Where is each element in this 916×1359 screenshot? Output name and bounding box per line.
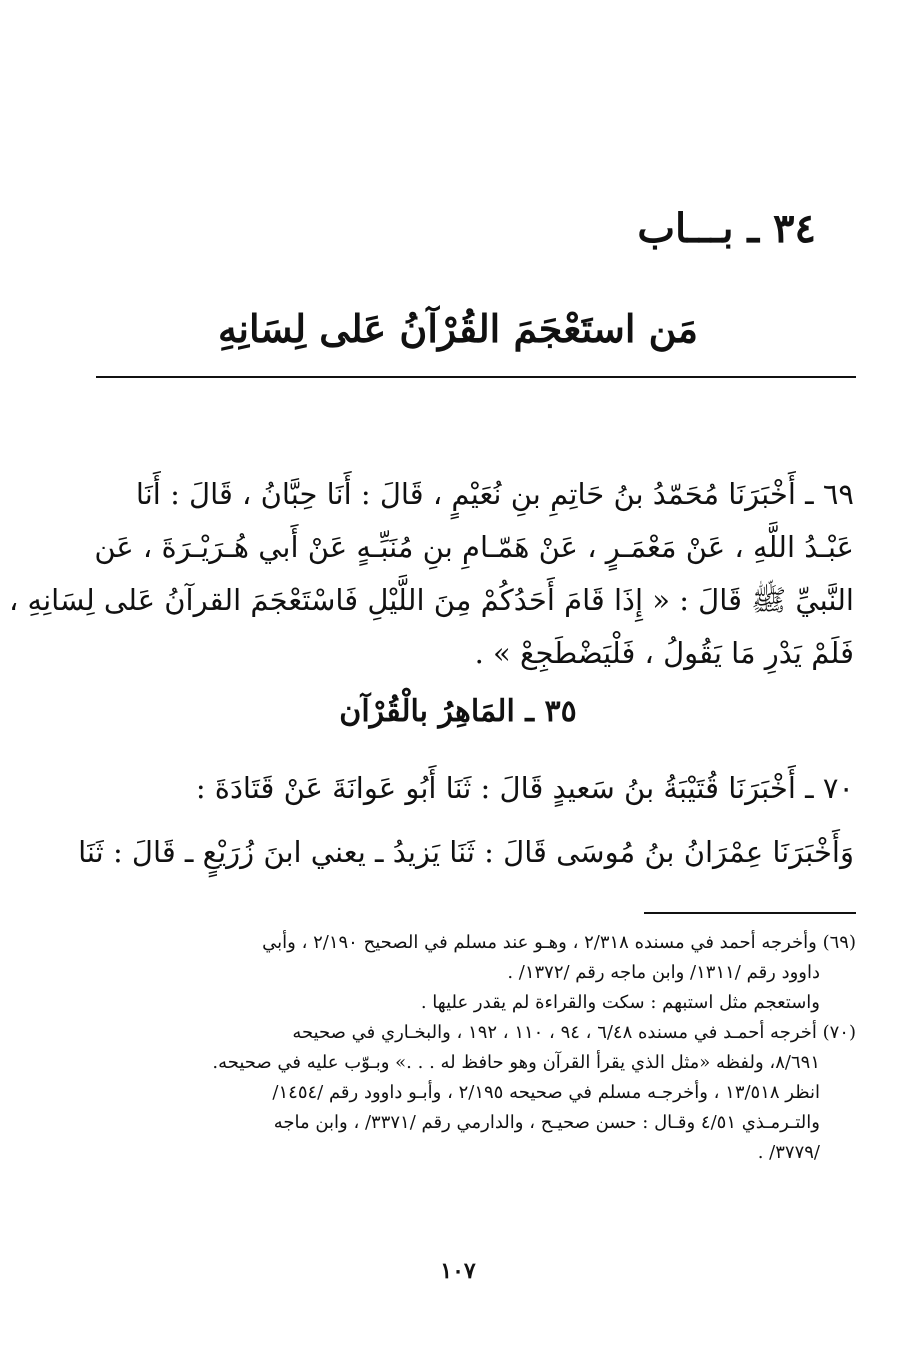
chapter-title: مَن استَعْجَمَ القُرْآنُ عَلى لِسَانِهِ <box>218 306 698 351</box>
title-divider <box>96 376 856 378</box>
page-number: ١٠٧ <box>440 1258 476 1284</box>
footnote-line: انظر ١٣/٥١٨ ، وأخرجـه مسلم في صحيحه ٢/١٩٥ ، وأبـو داوود رقم /١٤٥٤/ <box>272 1082 820 1103</box>
section-heading-35: ٣٥ ـ المَاهِرُ بالْقُرْآن <box>339 694 577 729</box>
hadith-70-line-2: وَأَخْبَرَنَا عِمْرَانُ بنُ مُوسَى قَالَ : ثَنَا يَزيدُ ـ يعني ابنَ زُرَيْعٍ ـ قَالَ : ثَنَا <box>78 835 854 869</box>
footnote-line: /٣٧٧٩/ . <box>757 1142 820 1163</box>
footnote-line: داوود رقم /١٣١١/ وابن ماجه رقم /١٣٧٢/ . <box>507 962 820 983</box>
hadith-69-line-3: النَّبيِّ ﷺ قَالَ : « إِذَا قَامَ أَحَدُكُمْ مِنَ اللَّيْلِ فَاسْتَعْجَمَ القرآنُ عَلى لِسَانِهِ ، <box>8 583 854 617</box>
footnote-divider <box>644 912 856 914</box>
hadith-70-line-1: ٧٠ ـ أَخْبَرَنَا قُتَيْبَةُ بنُ سَعيدٍ قَالَ : ثَنَا أَبُو عَوانَةَ عَنْ قَتَادَةَ : <box>195 771 854 805</box>
footnote-line: واستعجم مثل استبهم : سكت والقراءة لم يقدر عليها . <box>420 992 820 1013</box>
hadith-69-line-2: عَبْـدُ اللَّهِ ، عَنْ مَعْمَـرٍ ، عَنْ هَمّـامِ بنِ مُنَبِّـهٍ عَنْ أَبي هُـرَيْـرَةَ ، عَن <box>94 530 854 564</box>
footnote-line: ٨/٦٩١، ولفظه «مثل الذي يقرأ القرآن وهو حافظ له . . .» وبـوّب عليه في صحيحه. <box>212 1052 820 1073</box>
footnote-line: والتـرمـذي ٤/٥١ وقـال : حسن صحيـح ، والدارمي رقم /٣٣٧١/ ، وابن ماجه <box>273 1112 820 1133</box>
footnotes <box>61 928 856 1168</box>
hadith-69-line-1: ٦٩ ـ أَخْبَرَنَا مُحَمّدُ بنُ حَاتِمِ بنِ نُعَيْمٍ ، قَالَ : أَنَا حِبَّانُ ، قَالَ : أَنَا <box>135 477 854 511</box>
footnote-line: (٦٩) وأخرجه أحمد في مسنده ٢/٣١٨ ، وهـو عند مسلم في الصحيح ٢/١٩٠ ، وأبي <box>262 932 856 953</box>
hadith-69 <box>8 468 854 680</box>
footnote-line: (٧٠) أخرجه أحمـد في مسنده ٦/٤٨ ، ٩٤ ، ١١٠ ، ١٩٢ ، والبخـاري في صحيحه <box>292 1022 856 1043</box>
chapter-number: ٣٤ ـ بـــاب <box>637 205 816 252</box>
hadith-69-line-4: فَلَمْ يَدْرِ مَا يَقُولُ ، فَلْيَضْطَجِعْ » . <box>474 636 854 670</box>
